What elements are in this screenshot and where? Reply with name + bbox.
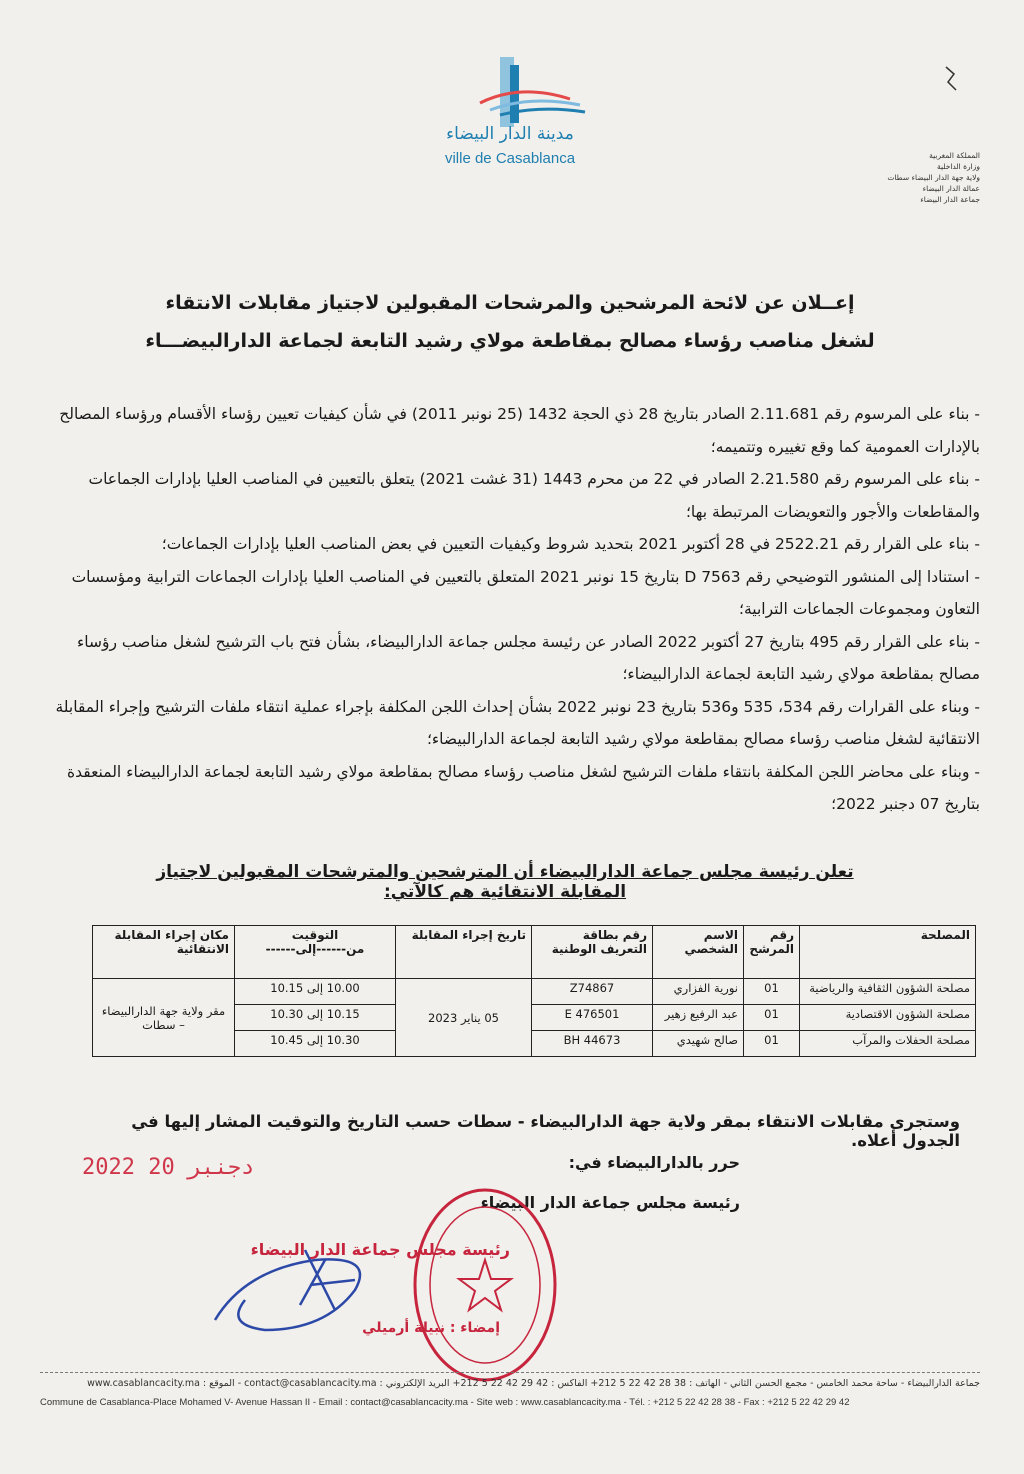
footer-french: Commune de Casablanca-Place Mohamed V- Avenue Hassan II - Email : contact@casablancacity.ma - Site web : www.casablancacity.ma - Tél. : +212 5 22 42 28 38 - Fax : +212 5 22 42 29 42 xyxy=(40,1397,850,1408)
header-candidate-number: رقم المرشح xyxy=(744,926,800,979)
preamble xyxy=(40,398,980,821)
logo-text-arabic: مدينة الدار البيضاء xyxy=(446,124,574,144)
document-title-line2: لشغل مناصب رؤساء مصالح بمقاطعة مولاي رشيد التابعة لجماعة الدارالبيضـــاء xyxy=(145,330,875,352)
preamble-paragraph: - وبناء على القرارات رقم 534، 535 و536 بتاريخ 23 نونبر 2022 بشأن إحداث اللجن المكلفة بإجراء عملية انتقاء ملفات الترشيح وإجراء المقابلة الانتقائية لشغل مناصب رؤساء مصالح بمقاطعة مولاي رشيد التابعة لجماعة الدارالبيضاء؛ xyxy=(55,697,980,748)
preamble-paragraph: - استنادا إلى المنشور التوضيحي رقم D 7563 بتاريخ 15 نونبر 2021 المتعلق بالتعيين في المناصب العليا بإدارات الجماعات الترابية ومؤسسات التعاون ومجموعات الجماعات الترابية؛ xyxy=(71,567,980,618)
closing-statement: وستجرى مقابلات الانتقاء بمقر ولاية جهة الدارالبيضاء - سطات حسب التاريخ والتوقيت المشار إليها في الجدول أعلاه. xyxy=(131,1112,960,1150)
cell-time: 10.30 إلى 10.45 xyxy=(235,1031,396,1057)
admin-line: عمالة الدار البيضاء xyxy=(922,184,980,193)
official-seal-icon xyxy=(405,1175,565,1390)
preamble-paragraph: - بناء على القرار رقم 495 بتاريخ 27 أكتوبر 2022 الصادر عن رئيسة مجلس جماعة الدارالبيضاء، بشأن فتح باب الترشيح لشغل مناصب رؤساء مصالح بمقاطعة مولاي رشيد التابعة لجماعة الدارالبيضاء؛ xyxy=(76,632,980,683)
preamble-paragraph: - بناء على القرار رقم 2522.21 في 28 أكتوبر 2021 بتحديد شروط وكيفيات التعيين في بعض المناصب العليا بإدارات الجماعات؛ xyxy=(161,535,980,553)
table-header-row xyxy=(93,926,976,979)
signatory-name: إمضاء : نبيلة أرميلي xyxy=(362,1320,500,1336)
preamble-paragraph: - بناء على المرسوم رقم 2.21.580 الصادر في 22 من محرم 1443 (31 غشت 2021) يتعلق بالتعيين في المناصب العليا بإدارات الجماعات والمقاطعات والأجور والتعويضات المرتبطة بها؛ xyxy=(88,470,980,521)
cell-candidate-number: 01 xyxy=(744,979,800,1005)
preamble-paragraph: - وبناء على محاضر اللجن المكلفة بانتقاء ملفات الترشيح لشغل مناصب رؤساء مصالح بمقاطعة مولاي رشيد التابعة لجماعة الدارالبيضاء المنعقدة بتاريخ 07 دجنبر 2022؛ xyxy=(66,762,980,813)
cell-service: مصلحة الشؤون الثقافية والرياضية xyxy=(800,979,976,1005)
date-stamp: 2022 دجنبر 20 xyxy=(82,1155,255,1180)
header-interview-date: تاريخ إجراء المقابلة xyxy=(396,926,532,979)
cell-name: صالح شهيدي xyxy=(653,1031,744,1057)
announcement: تعلن رئيسة مجلس جماعة الدارالبيضاء أن المترشحين والمترشحات المقبولين لاجتياز المقابلة الانتقائية هم كالآتي: xyxy=(156,862,854,902)
header-time xyxy=(235,926,396,979)
cell-national-id: E 476501 xyxy=(532,1005,653,1031)
cell-name: نورية الفزاري xyxy=(653,979,744,1005)
stamp-title: رئيسة مجلس جماعة الدار البيضاء xyxy=(250,1240,510,1259)
admin-line: جماعة الدار البيضاء xyxy=(920,195,980,204)
admin-line: وزارة الداخلية xyxy=(936,162,980,171)
header-name: الاسم الشخصي xyxy=(653,926,744,979)
table-row xyxy=(93,979,976,1005)
footer-divider xyxy=(40,1372,980,1373)
cell-name: عبد الرفيع زهير xyxy=(653,1005,744,1031)
cell-national-id: Z74867 xyxy=(532,979,653,1005)
done-at-label: حرر بالدارالبيضاء في: xyxy=(568,1153,740,1172)
logo-text-french: ville de Casablanca xyxy=(444,150,576,167)
cell-candidate-number: 01 xyxy=(744,1031,800,1057)
header-service: المصلحة xyxy=(800,926,976,979)
header-place: مكان إجراء المقابلة الانتقائية xyxy=(93,926,235,979)
cell-interview-date: 05 يناير 2023 xyxy=(396,979,532,1057)
administrative-header xyxy=(880,150,980,205)
header-time-label: التوقيت xyxy=(291,928,339,942)
document-title-line1: إعــلان عن لائحة المرشحين والمرشحات المقبولين لاجتياز مقابلات الانتقاء xyxy=(165,292,855,314)
cell-time: 10.00 إلى 10.15 xyxy=(235,979,396,1005)
candidates-table xyxy=(92,925,976,1057)
header-time-range: من------إلى------ xyxy=(265,942,365,956)
admin-line: ولاية جهة الدار البيضاء سطات xyxy=(887,173,980,182)
president-title: رئيسة مجلس جماعة الدار البيضاء xyxy=(480,1193,740,1212)
cell-candidate-number: 01 xyxy=(744,1005,800,1031)
cell-place: مقر ولاية جهة الدارالبيضاء – سطات xyxy=(93,979,235,1057)
preamble-paragraph: - بناء على المرسوم رقم 2.11.681 الصادر بتاريخ 28 ذي الحجة 1432 (25 نونبر 2011) في شأن كيفيات تعيين رؤساء الأقسام ورؤساء المصالح بالإدارات العمومية كما وقع تغييره وتتميمه؛ xyxy=(59,405,980,456)
cell-service: مصلحة الحفلات والمرآب xyxy=(800,1031,976,1057)
footer-arabic: جماعة الدارالبيضاء - ساحة محمد الخامس - مجمع الحسن الثاني - الهاتف : 38 28 42 22 5 212+ الفاكس : 42 29 42 22 5 212+ البريد الإلكتروني : contact@casablancacity.ma - الموقع : www.casablancacity.ma xyxy=(87,1378,980,1389)
scan-mark-icon xyxy=(936,62,966,102)
cell-service: مصلحة الشؤون الاقتصادية xyxy=(800,1005,976,1031)
cell-time: 10.15 إلى 10.30 xyxy=(235,1005,396,1031)
admin-line: المملكة المغربية xyxy=(929,151,980,160)
header-national-id: رقم بطاقة التعريف الوطنية xyxy=(532,926,653,979)
cell-national-id: BH 44673 xyxy=(532,1031,653,1057)
